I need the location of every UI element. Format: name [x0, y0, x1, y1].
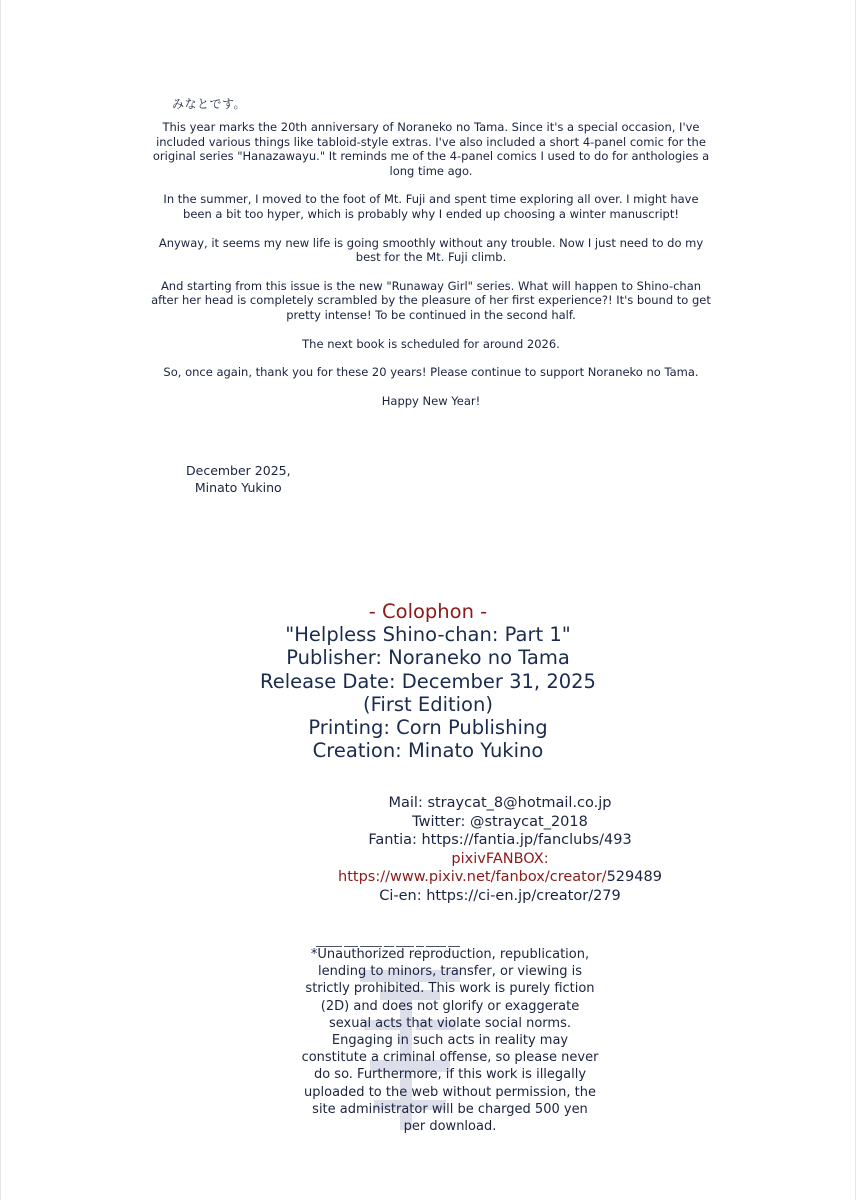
afterword-paragraph: The next book is scheduled for around 2026.	[302, 336, 560, 351]
contact-fanbox-url-base: https://www.pixiv.net/fanbox/creator/	[338, 869, 607, 886]
disclaimer: *Unauthorized reproduction, republication, lending to minors, transfer, or viewing is strictly prohibited. This work is purely fiction (2D) and does not glorify or exaggerate sexual acts that violate social norms. Engaging in such acts in reality may constitute a criminal offense, so please never do so. Furthermore, if this work is illegally uploaded to the web without permission, the site administrator will be charged 500 yen per download.	[301, 947, 599, 1135]
contact-fanbox-label: pixivFANBOX:	[451, 850, 549, 867]
colophon-publisher: Publisher: Noraneko no Tama	[286, 646, 570, 670]
colophon	[228, 600, 628, 762]
afterword-paragraph: Anyway, it seems my new life is going smoothly without any trouble. Now I just need to do my best for the Mt. Fuji climb.	[158, 235, 704, 265]
colophon-printing: Printing: Corn Publishing	[308, 716, 548, 740]
colophon-edition: (First Edition)	[363, 692, 493, 716]
signature	[186, 462, 291, 496]
signature-author: Minato Yukino	[194, 480, 282, 495]
afterword	[150, 120, 712, 422]
contact-cien: Ci-en: https://ci-en.jp/creator/279	[379, 887, 621, 904]
contact-fanbox-url-id: 529489	[606, 869, 662, 886]
colophon-creation: Creation: Minato Yukino	[312, 739, 544, 763]
contact-twitter: Twitter: @straycat_2018	[412, 813, 588, 830]
greeting: みなとです。	[172, 97, 247, 111]
afterword-paragraph: This year marks the 20th anniversary of Noraneko no Tama. Since it's a special occasion, I've included various things like tabloid-style extras. I've also included a short 4-panel comic for the original series "Hanazawayu." It reminds me of the 4-panel comics I used to do for anthologies a long time ago.	[152, 120, 710, 178]
colophon-heading: - Colophon -	[368, 600, 488, 623]
contact-mail: Mail: straycat_8@hotmail.co.jp	[388, 795, 612, 811]
signature-date: December 2025,	[186, 463, 291, 478]
afterword-paragraph: So, once again, thank you for these 20 years! Please continue to support Noraneko no Tama.	[163, 365, 699, 380]
colophon-release-date: Release Date: December 31, 2025	[260, 669, 596, 693]
afterword-paragraph: In the summer, I moved to the foot of Mt. Fuji and spent time exploring all over. I might have been a bit too hyper, which is probably why I ended up choosing a winter manuscript!	[163, 192, 699, 221]
contact-fanbox-url	[290, 868, 710, 887]
afterword-paragraph: And starting from this issue is the new "Runaway Girl" series. What will happen to Shino-chan after her head is completely scrambled by the pleasure of her first experience?! It's bound to get pretty intense! To be continued in the second half.	[151, 278, 711, 322]
contact-info	[290, 794, 710, 906]
contact-fantia: Fantia: https://fantia.jp/fanclubs/493	[368, 832, 632, 849]
afterword-paragraph: Happy New Year!	[381, 393, 481, 408]
colophon-title: "Helpless Shino-chan: Part 1"	[285, 623, 571, 647]
